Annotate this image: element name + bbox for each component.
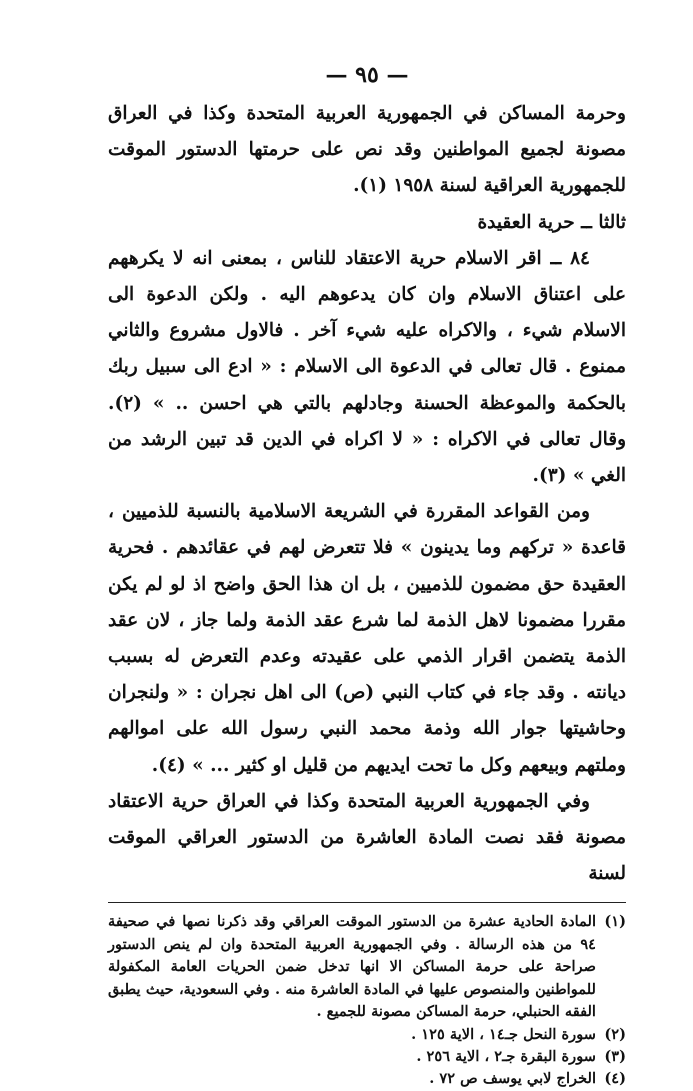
page-number: — ٩٥ — — [325, 62, 409, 88]
footnote-text: المادة الحادية عشرة من الدستور الموقت العراقي وقد ذكرنا نصها في صحيفة ٩٤ من هذه الرسالة . وفي الجمهورية العربية المتحدة وان لم ينص الدستور صراحة على حرمة المساكن الا انها تدخل ضمن الحريات العامة المكفولة للمواطنين والمنصوص عليها في المادة العاشرة منه . وفي السعودية، حيث يطبق الفقه الحنبلي، حرمة المساكن مصونة للجميع . — [108, 913, 596, 1021]
footnote-text: سورة البقرة جـ٢ ، الاية ٢٥٦ . — [416, 1047, 596, 1065]
footnote-item — [108, 1068, 626, 1090]
section-heading: ثالثا ــ حرية العقيدة — [477, 211, 626, 233]
paragraph-dwelling-inviolability: وحرمة المساكن في الجمهورية العربية المتحدة وكذا في العراق مصونة لجميع المواطنين وقد نص على حرمتها الدستور الموقت للجمهورية العراقية لسنة ١٩٥٨ (١). — [108, 103, 626, 197]
footnotes — [108, 911, 626, 1090]
footnote-number: (٣) — [604, 1047, 626, 1065]
footnote-number: (٢) — [604, 1025, 626, 1043]
footnote-number: (٤) — [604, 1070, 626, 1088]
footnote-divider — [108, 902, 626, 903]
footnote-number: (١) — [604, 913, 626, 931]
paragraph-constitution: وفي الجمهورية العربية المتحدة وكذا في العراق حرية الاعتقاد مصونة فقد نصت المادة العاشرة من الدستور العراقي الموقت لسنة — [108, 790, 626, 885]
footnote-text: سورة النحل جـ١٤ ، الاية ١٢٥ . — [411, 1025, 596, 1043]
paragraph-84-freedom-of-belief: ٨٤ ــ اقر الاسلام حرية الاعتقاد للناس ، بمعنى انه لا يكرههم على اعتناق الاسلام وان كان يدعوهم اليه . ولكن الدعوة الى الاسلام شيء ، والاكراه عليه شيء آخر . فالاول مشروع والثاني ممنوع . قال تعالى في الدعوة الى الاسلام : « ادع الى سبيل ربك بالحكمة والموعظة الحسنة وجادلهم بالتي هي احسن .. » (٢). وقال تعالى في الاكراه : « لا اكراه في الدين قد تبين الرشد من الغي » (٣). — [108, 247, 626, 487]
document-page — [108, 60, 626, 1091]
body-text — [108, 96, 626, 892]
footnote-text: الخراج لابي يوسف ص ٧٢ . — [429, 1070, 596, 1088]
footnote-item — [108, 1024, 626, 1046]
paragraph-dhimmi-rules: ومن القواعد المقررة في الشريعة الاسلامية بالنسبة للذميين ، قاعدة « تركهم وما يدينون » فلا تتعرض لهم في عقائدهم . فحرية العقيدة حق مضمون للذميين ، بل ان هذا الحق واضح اذ لو لم يكن مقررا مضمونا لاهل الذمة لما شرع عقد الذمة ولما جاز ، لان عقد الذمة يتضمن اقرار الذمي على عقيدته وعدم التعرض له بسبب ديانته . وقد جاء في كتاب النبي (ص) الى اهل نجران : « ولنجران وحاشيتها جوار الله وذمة محمد النبي رسول الله على اموالهم وملتهم وبيعهم وكل ما تحت ايديهم من قليل او كثير ... » (٤). — [108, 501, 626, 776]
footnote-item — [108, 911, 626, 1023]
footnote-item — [108, 1046, 626, 1068]
